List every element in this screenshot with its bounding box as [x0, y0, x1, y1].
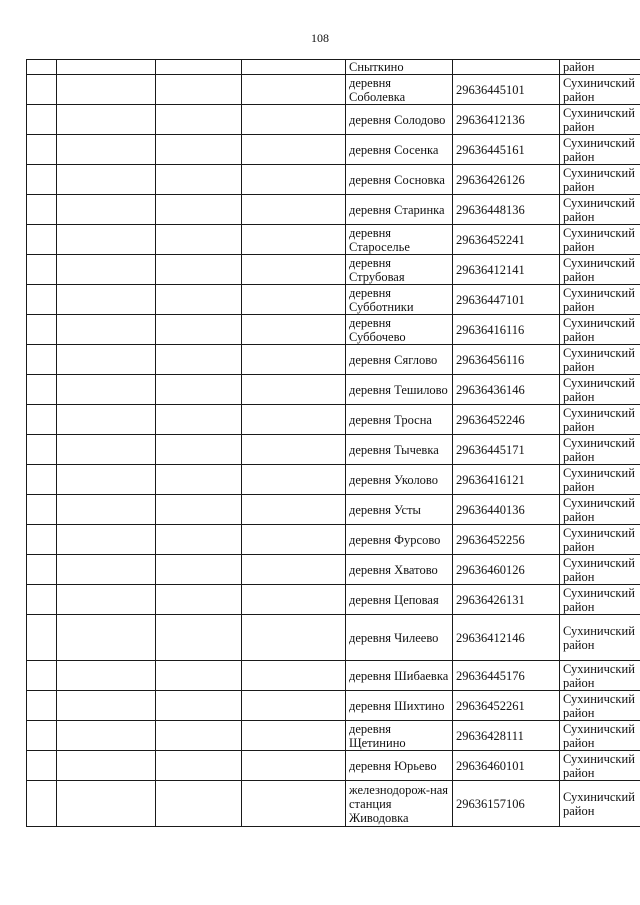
- oktmo-code: 29636445176: [453, 661, 560, 691]
- cell-empty: [27, 465, 57, 495]
- table-row: [27, 495, 640, 525]
- oktmo-code: 29636456116: [453, 345, 560, 375]
- oktmo-code: 29636416116: [453, 315, 560, 345]
- table-row: [27, 465, 640, 495]
- table-row: [27, 721, 640, 751]
- cell-empty: [156, 555, 242, 585]
- oktmo-code: 29636428111: [453, 721, 560, 751]
- settlement-name: деревня Тешилово: [346, 375, 453, 405]
- cell-empty: [57, 615, 156, 661]
- cell-empty: [57, 225, 156, 255]
- cell-empty: [57, 721, 156, 751]
- oktmo-code: 29636448136: [453, 195, 560, 225]
- settlement-name: деревня Солодово: [346, 105, 453, 135]
- cell-empty: [57, 135, 156, 165]
- table-row: [27, 555, 640, 585]
- settlements-table-body: [27, 60, 640, 827]
- table-row: [27, 405, 640, 435]
- settlement-name: деревня Цеповая: [346, 585, 453, 615]
- cell-empty: [27, 255, 57, 285]
- district-name: Сухиничский район: [560, 75, 640, 105]
- oktmo-code: 29636452261: [453, 691, 560, 721]
- oktmo-code: 29636426131: [453, 585, 560, 615]
- settlements-table: [26, 59, 640, 827]
- cell-empty: [57, 751, 156, 781]
- cell-empty: [242, 751, 346, 781]
- cell-empty: [27, 375, 57, 405]
- oktmo-code: 29636412141: [453, 255, 560, 285]
- district-name: Сухиничский район: [560, 465, 640, 495]
- cell-empty: [27, 615, 57, 661]
- settlement-name: деревня Усты: [346, 495, 453, 525]
- page-number: 108: [311, 31, 329, 45]
- table-row: [27, 435, 640, 465]
- district-name: Сухиничский район: [560, 525, 640, 555]
- cell-empty: [156, 615, 242, 661]
- cell-empty: [27, 585, 57, 615]
- cell-empty: [156, 105, 242, 135]
- settlement-name: деревня Тросна: [346, 405, 453, 435]
- table-row-continued: [27, 60, 640, 75]
- settlement-name: деревня Тычевка: [346, 435, 453, 465]
- settlement-name: Сныткино: [346, 60, 453, 75]
- settlement-name: деревня Щетинино: [346, 721, 453, 751]
- district-name: Сухиничский район: [560, 435, 640, 465]
- table-row: [27, 751, 640, 781]
- cell-empty: [156, 345, 242, 375]
- settlement-name: деревня Сосенка: [346, 135, 453, 165]
- oktmo-code: 29636445171: [453, 435, 560, 465]
- settlement-name: деревня Шибаевка: [346, 661, 453, 691]
- settlement-name: деревня Юрьево: [346, 751, 453, 781]
- cell-empty: [156, 691, 242, 721]
- district-name: Сухиничский район: [560, 345, 640, 375]
- oktmo-code: 29636445101: [453, 75, 560, 105]
- table-row: [27, 195, 640, 225]
- table-row: [27, 345, 640, 375]
- cell-empty: [57, 435, 156, 465]
- table-row: [27, 525, 640, 555]
- cell-empty: [156, 585, 242, 615]
- district-name: Сухиничский район: [560, 781, 640, 827]
- cell-empty: [242, 661, 346, 691]
- cell-empty: [27, 225, 57, 255]
- table-row: [27, 255, 640, 285]
- cell-empty: [156, 525, 242, 555]
- cell-empty: [57, 375, 156, 405]
- cell-empty: [156, 135, 242, 165]
- settlement-name: деревня Старинка: [346, 195, 453, 225]
- cell-empty: [57, 255, 156, 285]
- cell-empty: [57, 315, 156, 345]
- cell-empty: [27, 75, 57, 105]
- cell-empty: [156, 721, 242, 751]
- settlement-name: деревня Староселье: [346, 225, 453, 255]
- cell-empty: [27, 60, 57, 75]
- cell-empty: [57, 465, 156, 495]
- cell-empty: [27, 525, 57, 555]
- settlement-name: железнодорож-ная станция Живодовка: [346, 781, 453, 827]
- oktmo-code: 29636412146: [453, 615, 560, 661]
- district-name: Сухиничский район: [560, 135, 640, 165]
- cell-empty: [156, 751, 242, 781]
- oktmo-code: 29636416121: [453, 465, 560, 495]
- settlement-name: деревня Сяглово: [346, 345, 453, 375]
- settlement-name: деревня Сосновка: [346, 165, 453, 195]
- cell-empty: [27, 105, 57, 135]
- cell-empty: [57, 525, 156, 555]
- oktmo-code: [453, 60, 560, 75]
- table-row: [27, 615, 640, 661]
- oktmo-code: 29636447101: [453, 285, 560, 315]
- cell-empty: [242, 465, 346, 495]
- cell-empty: [57, 405, 156, 435]
- cell-empty: [242, 255, 346, 285]
- cell-empty: [156, 60, 242, 75]
- oktmo-code: 29636452246: [453, 405, 560, 435]
- table-row: [27, 781, 640, 827]
- table-row: [27, 285, 640, 315]
- settlement-name: деревня Чилеево: [346, 615, 453, 661]
- settlement-name: деревня Струбовая: [346, 255, 453, 285]
- cell-empty: [156, 375, 242, 405]
- settlement-name: деревня Хватово: [346, 555, 453, 585]
- cell-empty: [57, 495, 156, 525]
- cell-empty: [57, 165, 156, 195]
- district-name: Сухиничский район: [560, 315, 640, 345]
- cell-empty: [242, 525, 346, 555]
- cell-empty: [156, 75, 242, 105]
- oktmo-code: 29636452256: [453, 525, 560, 555]
- cell-empty: [57, 345, 156, 375]
- cell-empty: [27, 405, 57, 435]
- table-row: [27, 75, 640, 105]
- district-name: Сухиничский район: [560, 165, 640, 195]
- oktmo-code: 29636426126: [453, 165, 560, 195]
- cell-empty: [242, 75, 346, 105]
- cell-empty: [57, 75, 156, 105]
- district-name: Сухиничский район: [560, 225, 640, 255]
- settlement-name: деревня Шихтино: [346, 691, 453, 721]
- cell-empty: [27, 195, 57, 225]
- cell-empty: [27, 285, 57, 315]
- district-name: Сухиничский район: [560, 255, 640, 285]
- district-name: Сухиничский район: [560, 751, 640, 781]
- cell-empty: [242, 225, 346, 255]
- cell-empty: [242, 585, 346, 615]
- cell-empty: [156, 435, 242, 465]
- district-name: Сухиничский район: [560, 285, 640, 315]
- cell-empty: [27, 345, 57, 375]
- settlement-name: деревня Уколово: [346, 465, 453, 495]
- cell-empty: [242, 165, 346, 195]
- cell-empty: [57, 555, 156, 585]
- cell-empty: [242, 195, 346, 225]
- oktmo-code: 29636460101: [453, 751, 560, 781]
- settlement-name: деревня Субботники: [346, 285, 453, 315]
- cell-empty: [27, 555, 57, 585]
- cell-empty: [27, 781, 57, 827]
- table-row: [27, 691, 640, 721]
- table-row: [27, 225, 640, 255]
- district-name: Сухиничский район: [560, 195, 640, 225]
- cell-empty: [156, 315, 242, 345]
- cell-empty: [57, 691, 156, 721]
- oktmo-code: 29636436146: [453, 375, 560, 405]
- table-row: [27, 315, 640, 345]
- cell-empty: [156, 225, 242, 255]
- cell-empty: [242, 405, 346, 435]
- district-name: Сухиничский район: [560, 405, 640, 435]
- cell-empty: [242, 345, 346, 375]
- cell-empty: [27, 135, 57, 165]
- cell-empty: [242, 721, 346, 751]
- cell-empty: [242, 60, 346, 75]
- cell-empty: [242, 135, 346, 165]
- settlement-name: деревня Суббочево: [346, 315, 453, 345]
- cell-empty: [242, 375, 346, 405]
- cell-empty: [57, 781, 156, 827]
- district-name: Сухиничский район: [560, 721, 640, 751]
- cell-empty: [242, 285, 346, 315]
- cell-empty: [57, 105, 156, 135]
- oktmo-code: 29636440136: [453, 495, 560, 525]
- cell-empty: [156, 405, 242, 435]
- district-name: Сухиничский район: [560, 555, 640, 585]
- oktmo-code: 29636445161: [453, 135, 560, 165]
- oktmo-code: 29636157106: [453, 781, 560, 827]
- cell-empty: [57, 585, 156, 615]
- table-row: [27, 105, 640, 135]
- oktmo-code: 29636460126: [453, 555, 560, 585]
- table-row: [27, 661, 640, 691]
- cell-empty: [156, 285, 242, 315]
- oktmo-code: 29636452241: [453, 225, 560, 255]
- cell-empty: [242, 691, 346, 721]
- cell-empty: [242, 495, 346, 525]
- cell-empty: [27, 495, 57, 525]
- cell-empty: [27, 165, 57, 195]
- cell-empty: [57, 195, 156, 225]
- cell-empty: [57, 60, 156, 75]
- district-name: Сухиничский район: [560, 661, 640, 691]
- district-name: Сухиничский район: [560, 105, 640, 135]
- cell-empty: [156, 781, 242, 827]
- district-name: район: [560, 60, 640, 75]
- cell-empty: [156, 495, 242, 525]
- settlement-name: деревня Соболевка: [346, 75, 453, 105]
- cell-empty: [156, 465, 242, 495]
- cell-empty: [242, 105, 346, 135]
- district-name: Сухиничский район: [560, 585, 640, 615]
- cell-empty: [27, 721, 57, 751]
- cell-empty: [27, 691, 57, 721]
- cell-empty: [242, 435, 346, 465]
- cell-empty: [57, 661, 156, 691]
- district-name: Сухиничский район: [560, 615, 640, 661]
- table-row: [27, 165, 640, 195]
- district-name: Сухиничский район: [560, 375, 640, 405]
- cell-empty: [156, 661, 242, 691]
- table-row: [27, 375, 640, 405]
- cell-empty: [242, 615, 346, 661]
- table-row: [27, 135, 640, 165]
- cell-empty: [242, 555, 346, 585]
- cell-empty: [156, 195, 242, 225]
- cell-empty: [242, 781, 346, 827]
- cell-empty: [27, 751, 57, 781]
- district-name: Сухиничский район: [560, 691, 640, 721]
- cell-empty: [57, 285, 156, 315]
- table-row: [27, 585, 640, 615]
- cell-empty: [27, 661, 57, 691]
- cell-empty: [27, 435, 57, 465]
- oktmo-code: 29636412136: [453, 105, 560, 135]
- cell-empty: [242, 315, 346, 345]
- cell-empty: [27, 315, 57, 345]
- district-name: Сухиничский район: [560, 495, 640, 525]
- cell-empty: [156, 165, 242, 195]
- settlement-name: деревня Фурсово: [346, 525, 453, 555]
- cell-empty: [156, 255, 242, 285]
